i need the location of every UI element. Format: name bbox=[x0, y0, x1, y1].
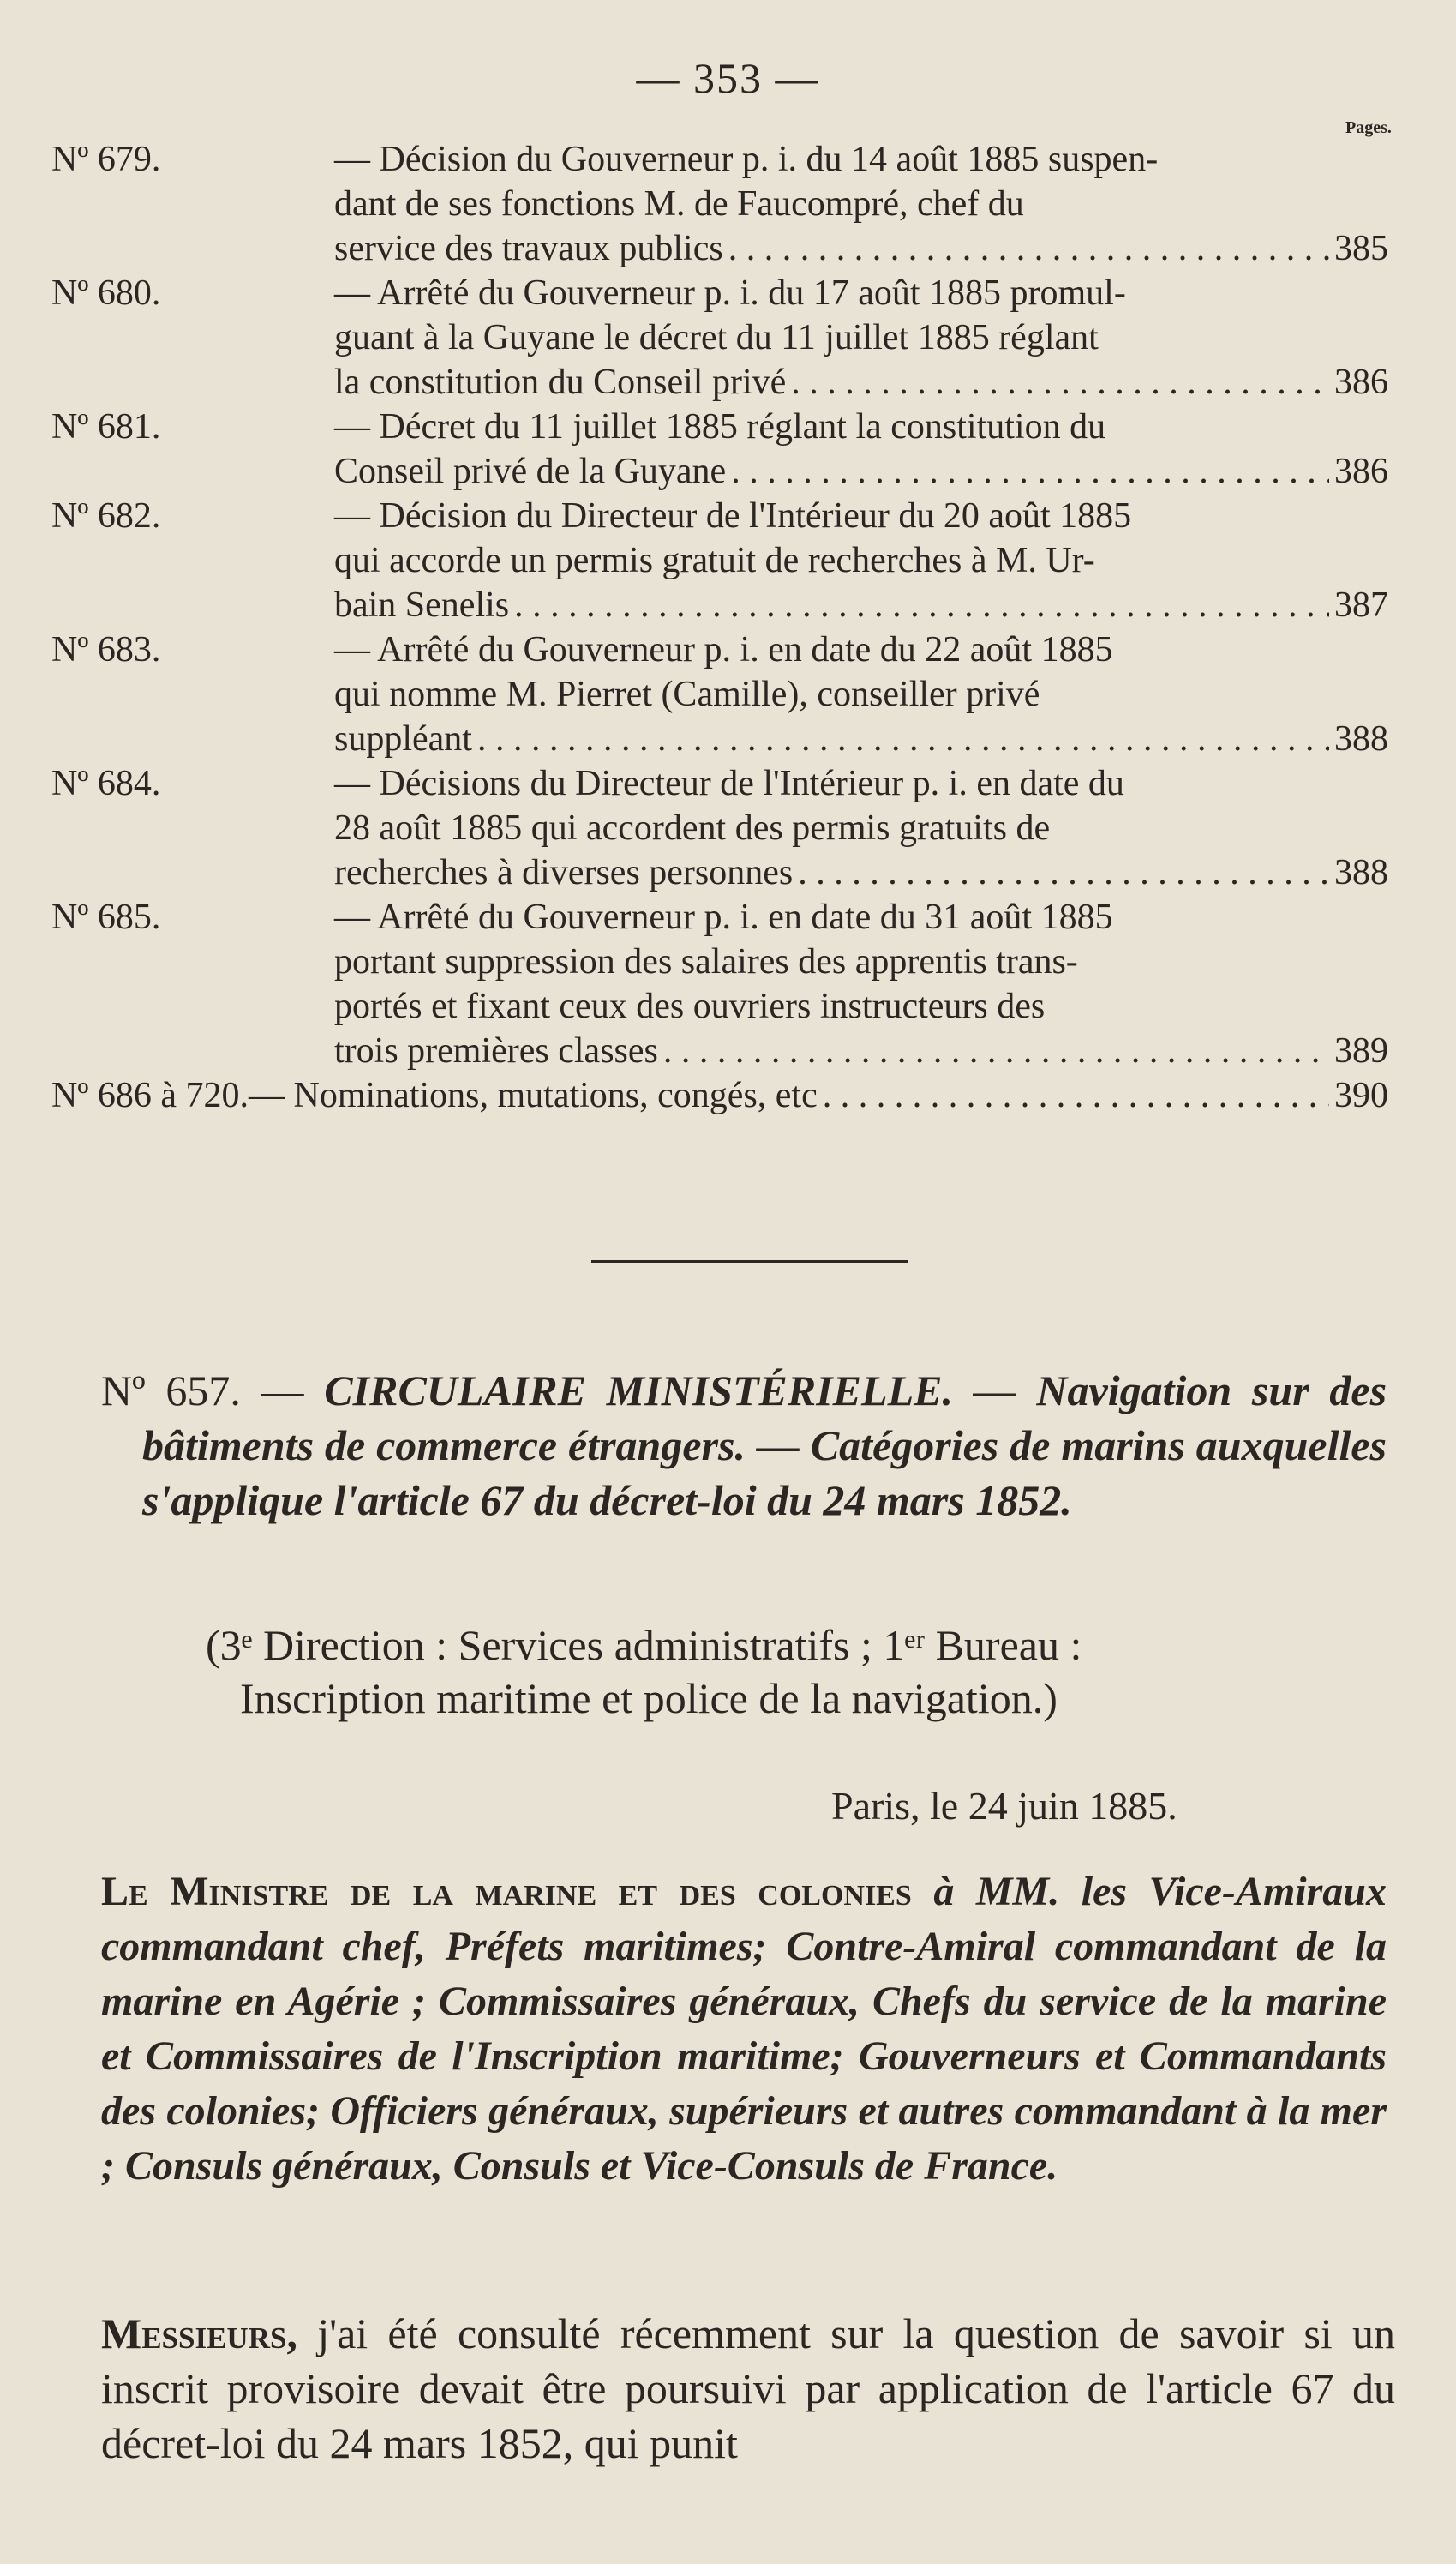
circular-number: Nº 657. — bbox=[101, 1366, 304, 1414]
pages-column-label: Pages. bbox=[1345, 118, 1392, 137]
toc-entry-number: Nº 685. bbox=[51, 898, 161, 937]
toc-entry-line: — Arrêté du Gouverneur p. i. en date du 22 août 1885 bbox=[334, 630, 1113, 670]
toc-entry-text: service des travaux publics bbox=[334, 229, 723, 268]
toc-entry-line bbox=[334, 226, 1388, 271]
toc-entry-number: Nº 684. bbox=[51, 764, 161, 803]
toc-entry-line: — Arrêté du Gouverneur p. i. en date du 31 août 1885 bbox=[334, 898, 1113, 937]
toc-entry-page: 387 bbox=[1334, 585, 1388, 625]
toc-entry-text: bain Senelis bbox=[334, 585, 510, 625]
dot-leader bbox=[663, 1029, 1329, 1073]
toc-entry bbox=[51, 1073, 1388, 1118]
toc-entry-page: 388 bbox=[1334, 853, 1388, 892]
toc-entry-page: 389 bbox=[1334, 1031, 1388, 1071]
toc-entry-text: Conseil privé de la Guyane bbox=[334, 452, 727, 491]
toc-entry-text: la constitution du Conseil privé bbox=[334, 363, 787, 402]
circular-title: CIRCULAIRE MINISTÉRIELLE. bbox=[324, 1366, 953, 1414]
dot-leader bbox=[798, 850, 1329, 895]
toc-entry-text: trois premières classes bbox=[334, 1031, 658, 1071]
toc-entry-line: dant de ses fonctions M. de Faucompré, chef du bbox=[334, 184, 1024, 224]
direction-line-1: (3ᵉ Direction : Services administratifs ; 1ᵉʳ Bureau : bbox=[206, 1621, 1082, 1669]
toc-entry bbox=[51, 405, 1388, 494]
salutation: Messieurs, bbox=[101, 2309, 297, 2357]
circular-heading bbox=[101, 1363, 1387, 1528]
toc-entry-line: — Décision du Gouverneur p. i. du 14 août 1885 suspen- bbox=[334, 140, 1159, 179]
toc-entry bbox=[51, 271, 1388, 405]
direction-line-2: Inscription maritime et police de la navigation.) bbox=[240, 1674, 1058, 1722]
circular-subject: — Navigation sur des bâtiments de commerce étrangers. — Catégories de marins auxquelles s'applique l'article 67 du décret-loi du 24 mars 1852. bbox=[142, 1366, 1387, 1524]
page-number: — 353 — bbox=[636, 54, 820, 102]
section-divider bbox=[591, 1260, 908, 1263]
toc-entry-line bbox=[334, 1029, 1388, 1073]
toc-entry-line: 28 août 1885 qui accordent des permis gratuits de bbox=[334, 808, 1051, 848]
toc-entry-line: portés et fixant ceux des ouvriers instructeurs des bbox=[334, 987, 1046, 1026]
dot-leader bbox=[823, 1073, 1329, 1118]
addressee-minister: Le Ministre de la marine et des colonies bbox=[101, 1869, 912, 1914]
toc-entry-page: 386 bbox=[1334, 452, 1388, 491]
toc-entry-page: 385 bbox=[1334, 229, 1388, 268]
toc-entry-line bbox=[334, 449, 1388, 494]
toc-entry-number: Nº 681. bbox=[51, 407, 161, 447]
toc-entry bbox=[51, 761, 1388, 895]
letter-text: j'ai été consulté récemment sur la question de savoir si un inscrit provisoire devait être poursuivi par application de l'article 67 du décret-loi du 24 mars 1852, qui punit bbox=[101, 2309, 1396, 2467]
dot-leader bbox=[514, 583, 1329, 627]
toc-entry-number: Nº 683. bbox=[51, 630, 161, 670]
dot-leader bbox=[477, 717, 1329, 761]
dot-leader bbox=[791, 360, 1329, 405]
toc-entry-line bbox=[334, 717, 1388, 761]
letter-body bbox=[101, 2306, 1395, 2471]
addressee-block bbox=[101, 1864, 1387, 2194]
direction-note bbox=[206, 1618, 1405, 1725]
toc-entry-text: suppléant bbox=[334, 719, 472, 759]
toc-entry-line bbox=[334, 850, 1388, 895]
toc-entry-page: 386 bbox=[1334, 363, 1388, 402]
toc-entry-line bbox=[334, 583, 1388, 627]
toc-entry-number: Nº 686 à 720. bbox=[51, 1076, 249, 1115]
table-of-contents bbox=[51, 137, 1388, 1118]
dot-leader bbox=[728, 226, 1329, 271]
toc-entry-text: recherches à diverses personnes bbox=[334, 853, 794, 892]
toc-entry bbox=[51, 494, 1388, 627]
toc-entry-page: 388 bbox=[1334, 719, 1388, 759]
toc-entry-line: portant suppression des salaires des apprentis trans- bbox=[334, 942, 1078, 982]
toc-entry-line: qui accorde un permis gratuit de recherches à M. Ur- bbox=[334, 541, 1095, 580]
toc-entry-text: — Nominations, mutations, congés, etc bbox=[249, 1076, 818, 1115]
toc-entry-number: Nº 680. bbox=[51, 273, 161, 313]
circular-date: Paris, le 24 juin 1885. bbox=[831, 1784, 1177, 1828]
toc-entry-line: — Arrêté du Gouverneur p. i. du 17 août 1885 promul- bbox=[334, 273, 1126, 313]
toc-entry-line bbox=[51, 1073, 1388, 1118]
toc-entry-line: qui nomme M. Pierret (Camille), conseiller privé bbox=[334, 675, 1040, 714]
toc-entry-line: — Décision du Directeur de l'Intérieur du 20 août 1885 bbox=[334, 496, 1132, 536]
dot-leader bbox=[731, 449, 1329, 494]
toc-entry-number: Nº 679. bbox=[51, 140, 161, 179]
toc-entry-line bbox=[334, 360, 1388, 405]
toc-entry-page: 390 bbox=[1334, 1076, 1388, 1115]
toc-entry-line: guant à la Guyane le décret du 11 juillet 1885 réglant bbox=[334, 318, 1099, 357]
addressee-recipients: à MM. les Vice-Amiraux commandant chef, Préfets maritimes; Contre-Amiral commandant de la marine en Agérie ; Commissaires généraux, Chefs du service de la marine et Commissaires de l'Inscription maritime; Gouverneurs et Commandants des colonies; Officiers généraux, supérieurs et autres commandant à la mer ; Consuls généraux, Consuls et Vice-Consuls de France. bbox=[101, 1869, 1387, 2189]
toc-entry bbox=[51, 895, 1388, 1073]
toc-entry-line: — Décisions du Directeur de l'Intérieur p. i. en date du bbox=[334, 764, 1124, 803]
toc-entry-line: — Décret du 11 juillet 1885 réglant la constitution du bbox=[334, 407, 1106, 447]
toc-entry-number: Nº 682. bbox=[51, 496, 161, 536]
toc-entry bbox=[51, 627, 1388, 761]
toc-entry bbox=[51, 137, 1388, 271]
